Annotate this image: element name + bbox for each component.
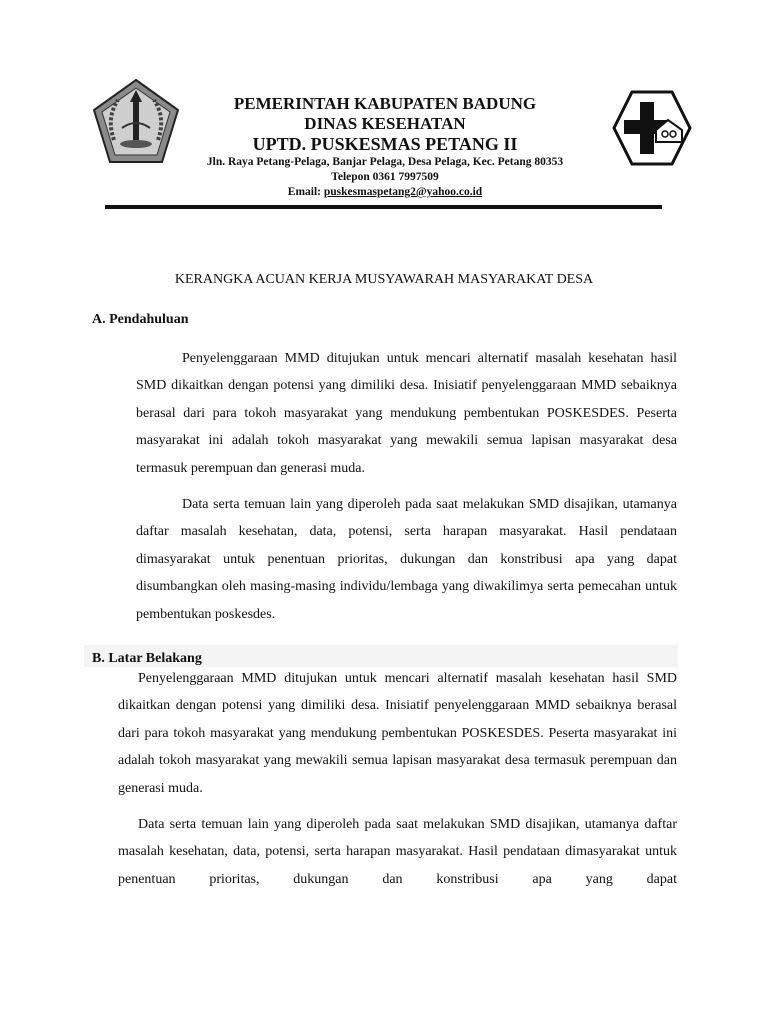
document-title: KERANGKA ACUAN KERJA MUSYAWARAH MASYARAKAT DESA [174, 272, 594, 287]
section-b-heading: B. Latar Belakang [92, 651, 202, 666]
email-line [150, 186, 620, 198]
section-b-paragraph-1: Penyelenggaraan MMD ditujukan untuk mencari alternatif masalah kesehatan hasil SMD dikaitkan dengan potensi yang dimiliki desa. Inisiatif penyelenggaraan MMD sebaiknya berasal dari para tokoh masyarakat yang mendukung pembentukan POSKESDES. Peserta masyarakat ini adalah tokoh masyarakat yang mewakili semua lapisan masyarakat desa termasuk perempuan dan generasi muda. [118, 671, 677, 796]
email-link[interactable]: puskesmaspetang2@yahoo.co.id [323, 186, 483, 198]
institution-name: UPTD. PUSKESMAS PETANG II [252, 134, 518, 154]
header-divider [105, 205, 662, 209]
phone: Telepon 0361 7997509 [331, 171, 439, 183]
department-name: DINAS KESEHATAN [304, 114, 466, 133]
section-b-paragraph-2: Data serta temuan lain yang diperoleh pada saat melakukan SMD disajikan, utamanya daftar masalah kesehatan, data, potensi, serta harapan masyarakat. Hasil pendataan dimasyarakat untuk penentuan prioritas, dukungan dan konstribusi apa yang dapat [118, 817, 677, 887]
section-a-paragraph-1: Penyelenggaraan MMD ditujukan untuk mencari alternatif masalah kesehatan hasil SMD dikaitkan dengan potensi yang dimiliki desa. Inisiatif penyelenggaraan MMD sebaiknya berasal dari para tokoh masyarakat yang mendukung pembentukan POSKESDES. Peserta masyarakat ini adalah tokoh masyarakat yang mewakili semua lapisan masyarakat desa termasuk perempuan dan generasi muda. [136, 351, 677, 476]
section-a-paragraph-2: Data serta temuan lain yang diperoleh pada saat melakukan SMD disajikan, utamanya daftar masalah kesehatan, data, potensi, serta harapan masyarakat. Hasil pendataan dimasyarakat untuk penentuan prioritas, dukungan dan konstribusi apa yang dapat disumbangkan oleh masing-masing individu/lembaga yang diwakilimya serta pemecahan untuk pembentukan poskesdes. [136, 497, 677, 622]
puskesmas-cross-emblem-icon [612, 90, 692, 166]
email-label: Email: [287, 186, 322, 198]
government-name: PEMERINTAH KABUPATEN BADUNG [233, 94, 537, 113]
address: Jln. Raya Petang-Pelaga, Banjar Pelaga, Desa Pelaga, Kec. Petang 80353 [206, 156, 564, 168]
section-a-heading: A. Pendahuluan [92, 312, 189, 327]
